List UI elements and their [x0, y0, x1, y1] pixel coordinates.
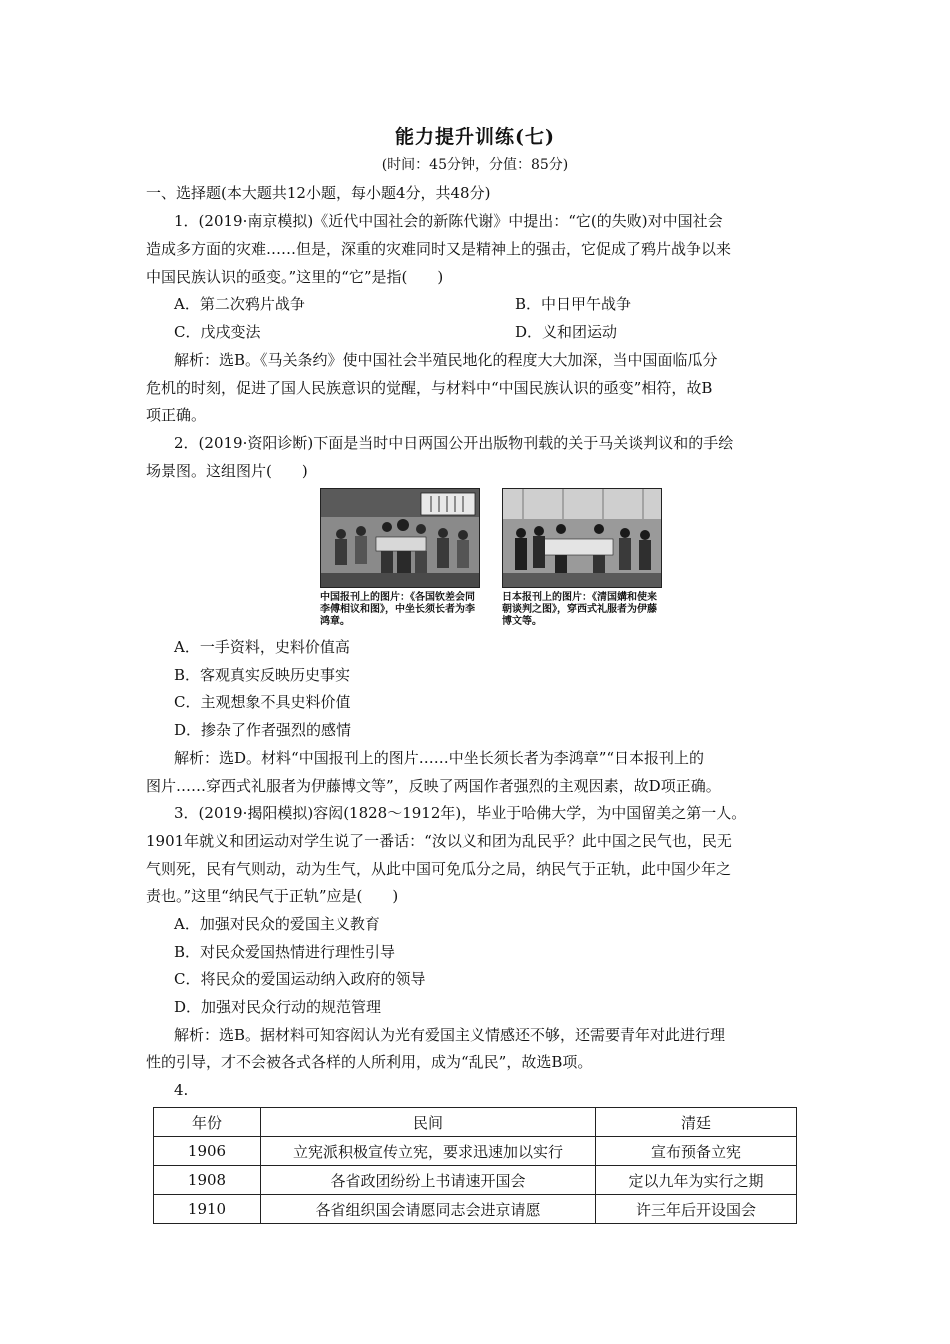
table-cell: 1910: [154, 1195, 261, 1224]
q1-stem-line: 造成多方面的灾难……但是，深重的灾难同时又是精神上的强击，它促成了鸦片战争以来: [146, 240, 732, 258]
table-cell: 各省组织国会请愿同志会进京请愿: [261, 1195, 596, 1224]
table-header-cell: 民间: [261, 1108, 596, 1137]
q3-option-d: D．加强对民众行动的规范管理: [174, 998, 382, 1016]
q3-option-c: C．将民众的爱国运动纳入政府的领导: [174, 970, 426, 988]
table-cell: 各省政团纷纷上书请速开国会: [261, 1166, 596, 1195]
table-cell: 许三年后开设国会: [596, 1195, 797, 1224]
q1-option-d: D．义和团运动: [515, 323, 618, 341]
q3-stem-line: 1901年就义和团运动对学生说了一番话：“汝以义和团为乱民乎？此中国之民气也，民无: [146, 832, 732, 850]
q3-analysis-line: 解析：选B。据材料可知容闳认为光有爱国主义情感还不够，还需要青年对此进行理: [174, 1026, 726, 1044]
q1-option-c: C．戊戌变法: [174, 323, 261, 341]
q2-option-a: A．一手资料，史料价值高: [174, 638, 350, 656]
q3-stem-line: 3．(2019·揭阳模拟)容闳(1828～1912年)，毕业于哈佛大学，为中国留美之第一人。: [174, 804, 747, 822]
table-cell: 立宪派积极宣传立宪，要求迅速加以实行: [261, 1137, 596, 1166]
table-cell: 定以九年为实行之期: [596, 1166, 797, 1195]
q3-analysis-line: 性的引导，才不会被各式各样的人所利用，成为“乱民”，故选B项。: [146, 1053, 593, 1071]
q2-stem-line: 2．(2019·资阳诊断)下面是当时中日两国公开出版物刊载的关于马关谈判议和的手绘: [174, 434, 734, 452]
q3-option-b: B．对民众爱国热情进行理性引导: [174, 943, 396, 961]
table-row: [154, 1166, 797, 1195]
q2-analysis-line: 图片……穿西式礼服者为伊藤博文等”，反映了两国作者强烈的主观因素，故D项正确。: [146, 777, 721, 795]
q2-option-b: B．客观真实反映历史事实: [174, 666, 351, 684]
q1-analysis-line: 危机的时刻，促进了国人民族意识的觉醒，与材料中“中国民族认识的亟变”相符，故B: [146, 379, 713, 397]
table-row: [154, 1195, 797, 1224]
page-title: 能力提升训练(七): [395, 126, 555, 148]
q1-analysis-line: 项正确。: [146, 406, 207, 424]
table-header-cell: 清廷: [596, 1108, 797, 1137]
figure-caption: 中国报刊上的图片：《各国钦差会同李傅相议和图》，中坐长须长者为李鸿章。: [320, 592, 475, 627]
q2-option-d: D．掺杂了作者强烈的感情: [174, 721, 352, 739]
q1-analysis-line: 解析：选B。《马关条约》使中国社会半殖民地化的程度大大加深，当中国面临瓜分: [174, 351, 718, 369]
table-cell: 1908: [154, 1166, 261, 1195]
q2-option-c: C．主观想象不具史料价值: [174, 693, 351, 711]
q3-stem-line: 责也。”这里“纳民气于正轨”应是( ): [146, 887, 399, 905]
illustration-peace-talks-japan: [502, 488, 662, 588]
illustration-peace-talks-china: [320, 488, 480, 588]
q3-stem-line: 气则死，民有气则动，动为生气，从此中国可免瓜分之局，纳民气于正轨，此中国少年之: [146, 860, 732, 878]
q4-table: [153, 1107, 797, 1224]
table-cell: 宣布预备立宪: [596, 1137, 797, 1166]
table-cell: 1906: [154, 1137, 261, 1166]
q1-option-a: A．第二次鸦片战争: [174, 295, 305, 313]
q1-option-b: B．中日甲午战争: [515, 295, 632, 313]
table-row: [154, 1137, 797, 1166]
q2-analysis-line: 解析：选D。材料“中国报刊上的图片……中坐长须长者为李鸿章”“日本报刊上的: [174, 749, 705, 767]
q2-stem-line: 场景图。这组图片( ): [146, 462, 308, 480]
q4-number: 4.: [174, 1081, 189, 1099]
figure-caption: 日本报刊上的图片：《清国媾和使来朝谈判之图》，穿西式礼服者为伊藤博文等。: [502, 592, 657, 627]
q2-figure-china: [320, 488, 480, 628]
q2-figure-japan: [502, 488, 662, 628]
section-heading: 一、选择题(本大题共12小题，每小题4分，共48分): [146, 184, 491, 202]
page-subtitle: (时间：45分钟，分值：85分): [381, 157, 569, 173]
table-header-cell: 年份: [154, 1108, 261, 1137]
q1-stem-line: 中国民族认识的亟变。”这里的“它”是指( ): [146, 268, 444, 286]
q3-option-a: A．加强对民众的爱国主义教育: [174, 915, 380, 933]
q1-stem-line: 1．(2019·南京模拟)《近代中国社会的新陈代谢》中提出：“它(的失败)对中国社会: [174, 212, 723, 230]
table-header-row: [154, 1108, 797, 1137]
